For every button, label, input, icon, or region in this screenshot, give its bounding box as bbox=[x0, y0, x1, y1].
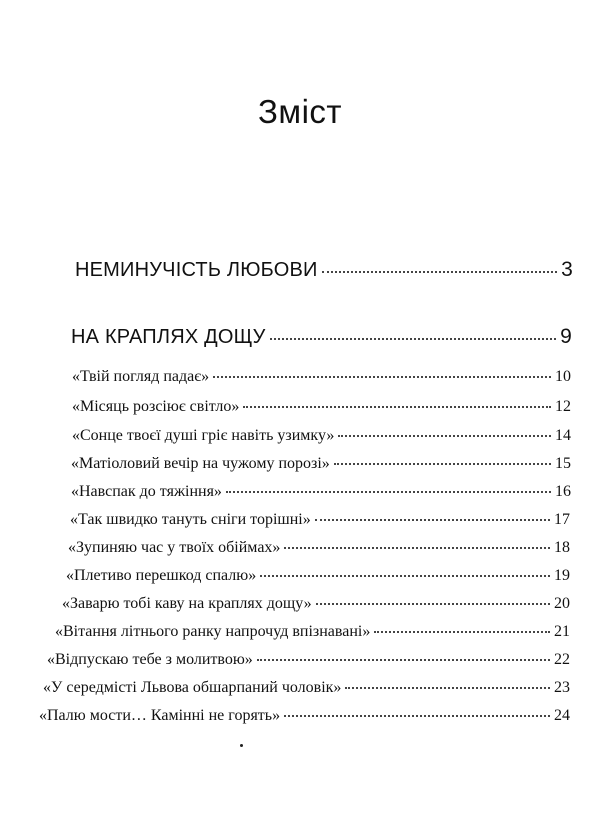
toc-poem-entry bbox=[66, 567, 570, 585]
toc-poem-entry bbox=[43, 679, 570, 697]
toc-entry-title: «Відпускаю тебе з молитвою» bbox=[47, 651, 253, 668]
dot-leader bbox=[284, 547, 550, 549]
dot-leader bbox=[284, 715, 550, 717]
toc-entry-title: «Палю мости… Камінні не горять» bbox=[39, 707, 281, 724]
toc-poem-entry bbox=[72, 368, 571, 386]
toc-poem-entry bbox=[68, 539, 570, 557]
toc-entry-title: «Матіоловий вечір на чужому порозі» bbox=[71, 455, 330, 472]
toc-entry-title: «Твій погляд падає» bbox=[72, 368, 210, 385]
dot-leader bbox=[374, 631, 550, 633]
dot-leader bbox=[316, 603, 550, 605]
toc-entry-page: 16 bbox=[555, 483, 571, 500]
dot-leader bbox=[260, 575, 550, 577]
toc-entry-page: 9 bbox=[560, 325, 572, 348]
toc-poem-entry bbox=[70, 511, 570, 529]
toc-entry-title: «У середмісті Львова обшарпаний чоловік» bbox=[43, 679, 342, 696]
toc-entry-title: «Плетиво перешкод спалю» bbox=[66, 567, 257, 584]
toc-entry-title: «Зупиняю час у твоїх обіймах» bbox=[68, 539, 281, 556]
toc-entry-title: НА КРАПЛЯХ ДОЩУ bbox=[71, 326, 266, 348]
toc-poem-entry bbox=[55, 623, 570, 641]
toc-entry-page: 10 bbox=[555, 368, 571, 385]
dot-leader bbox=[322, 271, 557, 273]
toc-entry-page: 3 bbox=[561, 258, 573, 281]
toc-poem-entry bbox=[72, 427, 571, 445]
dot-leader bbox=[270, 338, 557, 340]
toc-entry-page: 12 bbox=[555, 398, 571, 415]
toc-section-entry bbox=[75, 258, 573, 282]
toc-poem-entry bbox=[39, 707, 570, 725]
toc-entry-page: 22 bbox=[554, 651, 570, 668]
dot-leader bbox=[226, 491, 551, 493]
toc-title: Зміст bbox=[257, 93, 343, 130]
toc-entry-title: «Навспак до тяжіння» bbox=[71, 483, 222, 500]
print-speck bbox=[240, 744, 243, 747]
dot-leader bbox=[243, 406, 551, 408]
toc-entry-page: 24 bbox=[554, 707, 570, 724]
toc-entry-title: «Так швидко тануть сніги торішні» bbox=[70, 511, 311, 528]
toc-entry-page: 23 bbox=[554, 679, 570, 696]
toc-section-entry bbox=[71, 325, 572, 349]
toc-entry-page: 18 bbox=[554, 539, 570, 556]
toc-poem-entry bbox=[71, 483, 571, 501]
dot-leader bbox=[334, 463, 551, 465]
dot-leader bbox=[257, 659, 550, 661]
toc-poem-entry bbox=[62, 595, 570, 613]
toc-poem-entry bbox=[72, 398, 571, 416]
toc-entry-page: 20 bbox=[554, 595, 570, 612]
dot-leader bbox=[213, 376, 551, 378]
toc-entry-title: «Заварю тобі каву на краплях дощу» bbox=[62, 595, 312, 612]
toc-entry-page: 21 bbox=[554, 623, 570, 640]
toc-entry-title: «Вітання літнього ранку напрочуд впізнавані» bbox=[55, 623, 371, 640]
dot-leader bbox=[315, 519, 550, 521]
toc-entry-page: 14 bbox=[555, 427, 571, 444]
toc-entry-page: 19 bbox=[554, 567, 570, 584]
toc-entry-title: НЕМИНУЧІСТЬ ЛЮБОВИ bbox=[75, 259, 318, 281]
toc-poem-entry bbox=[47, 651, 570, 669]
toc-entry-page: 17 bbox=[554, 511, 570, 528]
toc-entry-title: «Сонце твоєї душі гріє навіть узимку» bbox=[72, 427, 335, 444]
dot-leader bbox=[345, 687, 550, 689]
toc-entry-page: 15 bbox=[555, 455, 571, 472]
dot-leader bbox=[338, 435, 551, 437]
toc-entry-title: «Місяць розсіює світло» bbox=[72, 398, 240, 415]
toc-poem-entry bbox=[71, 455, 571, 473]
